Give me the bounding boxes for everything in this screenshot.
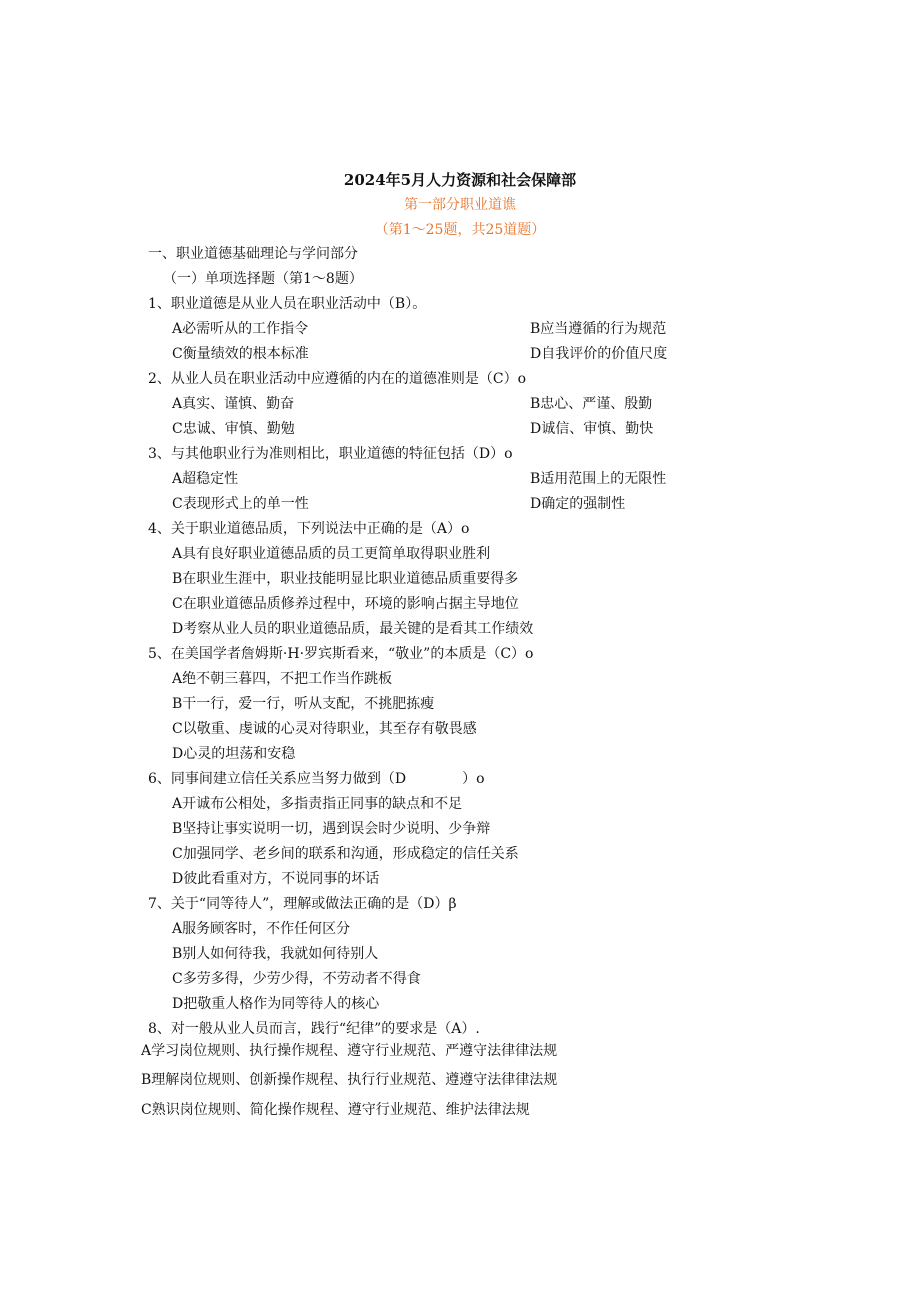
question-stem: 3、与其他职业行为准则相比，职业道德的特征包括（D）o: [148, 446, 513, 462]
answer-option: D考察从业人员的职业道德品质，最关键的是看其工作绩效: [172, 621, 534, 637]
answer-option: D彼此看重对方，不说同事的坏话: [172, 871, 380, 887]
question-range: （第1〜25题，共25道题）: [374, 222, 546, 238]
answer-option: D把敬重人格作为同等待人的核心: [172, 996, 380, 1012]
answer-option: B理解岗位规则、创新操作规程、执行行业规范、遵遵守法律律法规: [141, 1072, 558, 1088]
answer-option: D心灵的坦荡和安稳: [172, 746, 296, 762]
answer-option: C多劳多得，少劳少得，不劳动者不得食: [172, 971, 421, 987]
answer-option: C忠诚、审慎、勤勉: [172, 421, 295, 437]
question-stem: 5、在美国学者詹姆斯·H·罗宾斯看来，“敬业”的本质是（C）o: [148, 646, 534, 662]
answer-option: D诚信、审慎、勤快: [530, 421, 654, 437]
question-stem: 7、关于“同等待人”，理解或做法正确的是（D）β: [148, 896, 457, 912]
answer-option: A绝不朝三暮四，不把工作当作跳板: [172, 671, 393, 687]
question-stem: 2、从业人员在职业活动中应遵循的内在的道德准则是（C）o: [148, 371, 527, 387]
answer-option: C在职业道德品质修养过程中，环境的影响占据主导地位: [172, 596, 519, 612]
answer-option: D确定的强制性: [530, 496, 626, 512]
answer-option: B在职业生涯中，职业技能明显比职业道德品质重要得多: [172, 571, 519, 587]
answer-option: A开诚布公相处，多指责指正同事的缺点和不足: [172, 796, 463, 812]
document-title: 2024年5月人力资源和社会保障部: [343, 171, 577, 189]
answer-option: B应当遵循的行为规范: [530, 321, 667, 337]
answer-option: D自我评价的价值尺度: [530, 346, 668, 362]
answer-option: B坚持让事实说明一切，遇到误会时少说明、少争辩: [172, 821, 491, 837]
question-stem: 8、对一般从业人员而言，践行“纪律”的要求是（A）.: [148, 1021, 480, 1037]
answer-option: C加强同学、老乡间的联系和沟通，形成稳定的信任关系: [172, 846, 519, 862]
question-stem: 1、职业道德是从业人员在职业活动中（B）。: [148, 296, 427, 312]
answer-option: A必需听从的工作指令: [172, 321, 309, 337]
question-stem: 4、关于职业道德品质，下列说法中正确的是（A）o: [148, 521, 470, 537]
answer-option: C熟识岗位规则、简化操作规程、遵守行业规范、维护法律法规: [141, 1102, 530, 1118]
answer-option: B忠心、严谨、殷勤: [530, 396, 653, 412]
answer-option: B别人如何待我，我就如何待别人: [172, 946, 379, 962]
answer-option: B干一行，爱一行，听从支配，不挑肥拣瘦: [172, 696, 435, 712]
section-title: 第一部分职业道谯: [404, 197, 516, 213]
answer-option: B适用范围上的无限性: [530, 471, 667, 487]
part-heading: 一、职业道德基础理论与学问部分: [148, 246, 358, 262]
answer-option: C表现形式上的单一性: [172, 496, 309, 512]
answer-option: A超稳定性: [172, 471, 239, 487]
answer-option: C以敬重、虔诚的心灵对待职业，其至存有敬畏感: [172, 721, 477, 737]
answer-option: C衡量绩效的根本标准: [172, 346, 309, 362]
answer-option: A具有良好职业道德品质的员工更简单取得职业胜利: [172, 546, 491, 562]
answer-option: A真实、谨慎、勤奋: [172, 396, 295, 412]
question-stem: 6、同事间建立信任关系应当努力做到（D ）o: [148, 771, 485, 787]
answer-option: A服务顾客时，不作任何区分: [172, 921, 351, 937]
subsection-heading: （一）单项选择题（第1〜8题）: [163, 271, 363, 287]
answer-option: A学习岗位规则、执行操作规程、遵守行业规范、严遵守法律律法规: [141, 1043, 558, 1059]
